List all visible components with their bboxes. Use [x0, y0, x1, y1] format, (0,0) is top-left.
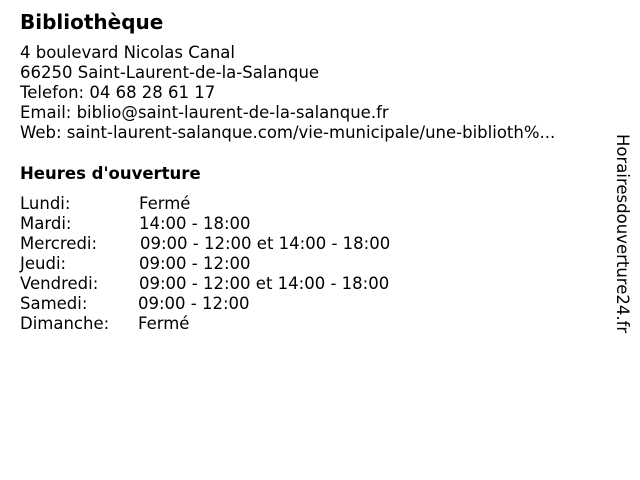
hours-heading: Heures d'ouverture — [20, 164, 201, 183]
hours-value: 09:00 - 12:00 — [139, 254, 251, 273]
day-label: Dimanche: — [20, 314, 110, 333]
hours-value: 09:00 - 12:00 et 14:00 - 18:00 — [140, 234, 391, 253]
site-credit: Horairesdouverture24.fr — [613, 134, 632, 334]
day-label: Jeudi: — [20, 254, 67, 273]
hours-value: 09:00 - 12:00 — [138, 294, 250, 313]
page-title: Bibliothèque — [20, 10, 164, 34]
day-label: Vendredi: — [20, 274, 99, 293]
hours-value: Fermé — [138, 314, 190, 333]
website-url: Web: saint-laurent-salanque.com/vie-municipale/une-biblioth%... — [20, 123, 556, 142]
email-address: Email: biblio@saint-laurent-de-la-salanque.fr — [20, 103, 389, 122]
day-label: Mardi: — [20, 214, 72, 233]
hours-value: 09:00 - 12:00 et 14:00 - 18:00 — [139, 274, 390, 293]
hours-value: Fermé — [139, 194, 191, 213]
hours-value: 14:00 - 18:00 — [139, 214, 251, 233]
day-label: Mercredi: — [20, 234, 98, 253]
phone-number: Telefon: 04 68 28 61 17 — [20, 83, 216, 102]
day-label: Lundi: — [20, 194, 71, 213]
contact-block — [20, 43, 555, 143]
day-label: Samedi: — [20, 294, 88, 313]
address-city: 66250 Saint-Laurent-de-la-Salanque — [20, 63, 320, 82]
address-street: 4 boulevard Nicolas Canal — [20, 43, 236, 62]
